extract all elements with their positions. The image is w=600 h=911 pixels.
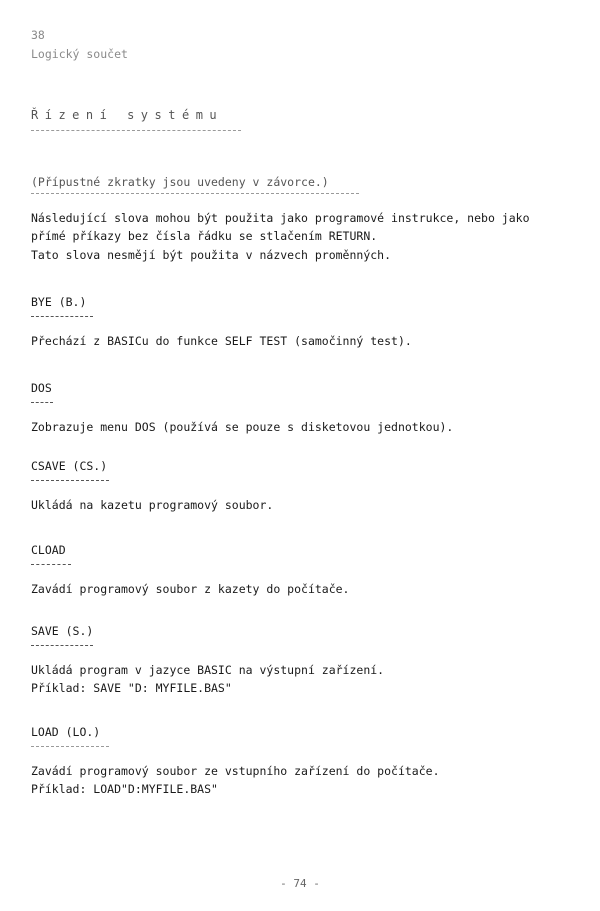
command-example: Příklad: LOAD"D:MYFILE.BAS"	[31, 782, 218, 796]
command-description: Ukládá program v jazyce BASIC na výstupní zařízení.	[31, 663, 385, 677]
command-description: Zobrazuje menu DOS (používá se pouze s disketovou jednotkou).	[31, 420, 454, 434]
intro-line-3: Tato slova nesmějí být použita v názvech proměnných.	[31, 248, 392, 262]
intro-line-2: přímé příkazy bez čísla řádku se stlačením RETURN.	[31, 229, 378, 243]
command-underline	[31, 645, 93, 646]
command-underline	[31, 746, 109, 747]
command-description: Zavádí programový soubor ze vstupního zařízení do počítače.	[31, 764, 440, 778]
command-example: Příklad: SAVE "D: MYFILE.BAS"	[31, 681, 232, 695]
note-underline	[31, 193, 359, 194]
command-name: DOS	[31, 381, 52, 395]
command-description: Zavádí programový soubor z kazety do počítače.	[31, 582, 350, 596]
command-underline	[31, 316, 93, 317]
command-underline	[31, 564, 71, 565]
command-description: Ukládá na kazetu programový soubor.	[31, 498, 274, 512]
command-underline	[31, 480, 109, 481]
command-name: LOAD (LO.)	[31, 725, 101, 739]
intro-line-1: Následující slova mohou být použita jako programové instrukce, nebo jako	[31, 211, 530, 225]
command-description: Přechází z BASICu do funkce SELF TEST (samočinný test).	[31, 334, 412, 348]
command-name: BYE (B.)	[31, 295, 87, 309]
page-number: - 74 -	[280, 877, 320, 890]
command-name: CLOAD	[31, 543, 66, 557]
section-title: Řízení systému	[31, 108, 224, 122]
page-reference: 38	[31, 28, 45, 42]
page-subtitle: Logický součet	[31, 47, 128, 61]
command-name: CSAVE (CS.)	[31, 459, 108, 473]
command-underline	[31, 402, 53, 403]
command-name: SAVE (S.)	[31, 624, 94, 638]
abbreviation-note: (Přípustné zkratky jsou uvedeny v závorce.)	[31, 175, 329, 189]
section-title-underline	[31, 130, 241, 131]
